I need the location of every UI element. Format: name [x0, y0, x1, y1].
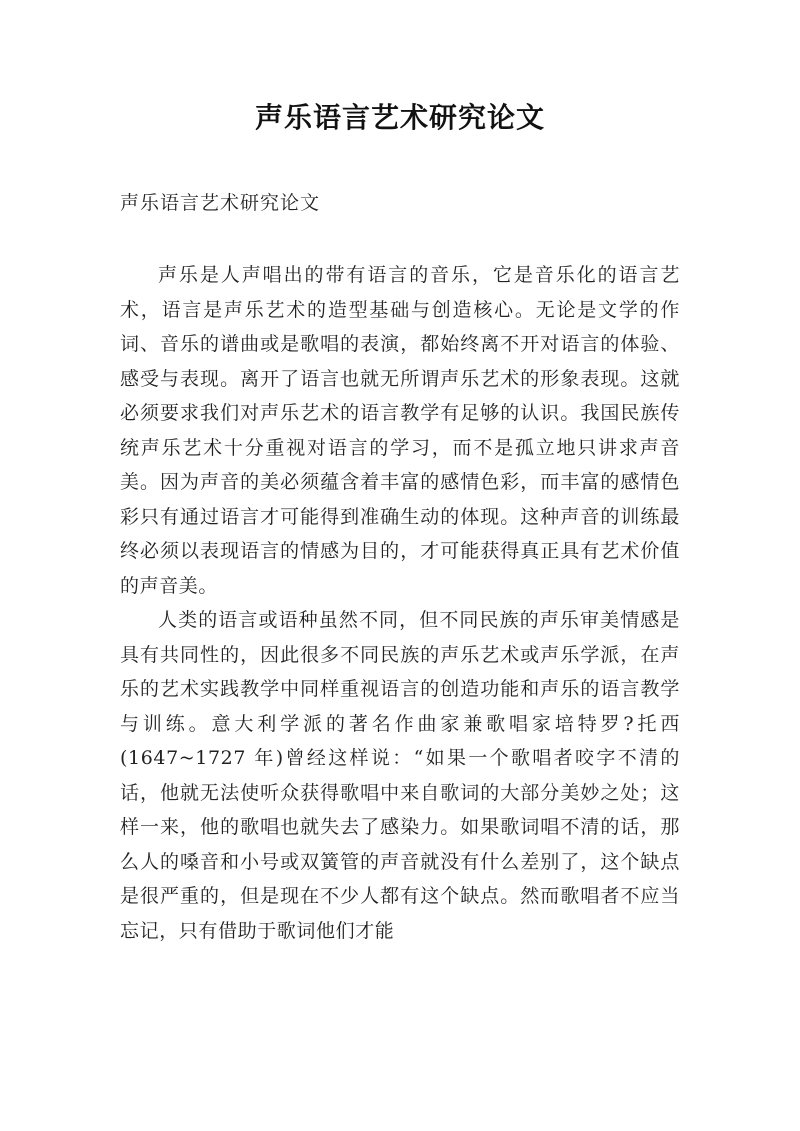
- paragraph: 声乐是人声唱出的带有语言的音乐，它是音乐化的语言艺术，语言是声乐艺术的造型基础与创造核心。无论是文学的作词、音乐的谱曲或是歌唱的表演，都始终离不开对语言的体验、感受与表现。离开了语言也就无所谓声乐艺术的形象表现。这就必须要求我们对声乐艺术的语言教学有足够的认识。我国民族传统声乐艺术十分重视对语言的学习，而不是孤立地只讲求声音美。因为声音的美必须蕴含着丰富的感情色彩，而丰富的感情色彩只有通过语言才可能得到准确生动的体现。这种声音的训练最终必须以表现语言的情感为目的，才可能获得真正具有艺术价值的声音美。: [120, 264, 680, 597]
- paragraph: 人类的语言或语种虽然不同，但不同民族的声乐审美情感是具有共同性的，因此很多不同民族的声乐艺术或声乐学派，在声乐的艺术实践教学中同样重视语言的创造功能和声乐的语言教学与训练。意大利学派的著名作曲家兼歌唱家培特罗?托西(1647~1727 年)曾经这样说：“如果一个歌唱者咬字不清的话，他就无法使听众获得歌唱中来自歌词的大部分美妙之处；这样一来，他的歌唱也就失去了感染力。如果歌词唱不清的话，那么人的嗓音和小号或双簧管的声音就没有什么差别了，这个缺点是很严重的，但是现在不少人都有这个缺点。然而歌唱者不应当忘记，只有借助于歌词他们才能: [120, 609, 680, 942]
- document-body: [120, 258, 680, 948]
- document-subtitle: 声乐语言艺术研究论文: [120, 192, 321, 214]
- page-title: 声乐语言艺术研究论文: [254, 101, 545, 134]
